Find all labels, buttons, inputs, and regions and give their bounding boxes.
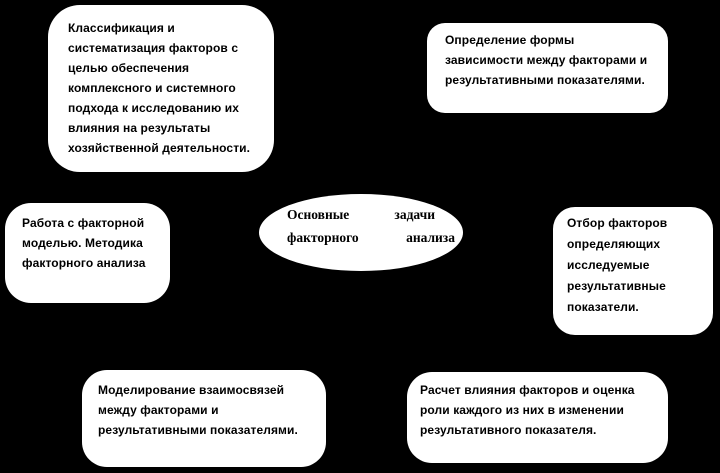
node-text-line: Определение формы bbox=[445, 33, 575, 47]
node-text-line: показатели. bbox=[567, 300, 639, 314]
ellipse-text-row bbox=[287, 203, 435, 226]
node-text-line: целью обеспечения bbox=[68, 61, 190, 75]
node-text-line: определяющих bbox=[567, 237, 661, 251]
node-text-line: исследуемые bbox=[567, 258, 650, 272]
ellipse-word: Основные bbox=[287, 207, 350, 222]
ellipse-word: анализа bbox=[406, 230, 455, 245]
node-central-ellipse bbox=[259, 194, 463, 271]
node-text-line: влияния на результаты bbox=[68, 121, 211, 135]
node-classification-box bbox=[48, 5, 274, 172]
node-text-line: подхода к исследованию их bbox=[68, 101, 240, 115]
node-text-line: Работа с факторной bbox=[22, 216, 145, 230]
node-text-line: зависимости между факторами и bbox=[445, 53, 648, 67]
node-text-line: Классификация и bbox=[68, 21, 175, 35]
ellipse-text-row bbox=[287, 226, 455, 249]
node-relationship-modeling-box bbox=[82, 370, 326, 467]
node-text-line: между факторами и bbox=[98, 403, 219, 417]
node-text-line: Расчет влияния факторов и оценка bbox=[420, 383, 635, 397]
node-text-line: комплексного и системного bbox=[68, 81, 236, 95]
ellipse-word: факторного bbox=[287, 230, 359, 245]
node-text-line: результативными показателями. bbox=[445, 73, 645, 87]
node-text-line: результативного показателя. bbox=[420, 423, 597, 437]
node-text-line: Моделирование взаимосвязей bbox=[98, 383, 285, 397]
ellipse-word: задачи bbox=[394, 207, 435, 222]
node-text-line: хозяйственной деятельности. bbox=[68, 141, 251, 155]
node-factor-model-box bbox=[5, 203, 170, 303]
node-influence-calculation-box bbox=[407, 372, 668, 463]
node-text-line: моделью. Методика bbox=[22, 236, 143, 250]
node-text-line: результативными показателями. bbox=[98, 423, 298, 437]
node-text-line: Отбор факторов bbox=[567, 216, 668, 230]
node-text-line: факторного анализа bbox=[22, 256, 146, 270]
node-form-dependency-box bbox=[427, 23, 668, 113]
node-text-line: роли каждого из них в изменении bbox=[420, 403, 624, 417]
node-text-line: результативные bbox=[567, 279, 666, 293]
node-factor-selection-box bbox=[553, 207, 713, 335]
node-text-line: систематизация факторов с bbox=[68, 41, 239, 55]
